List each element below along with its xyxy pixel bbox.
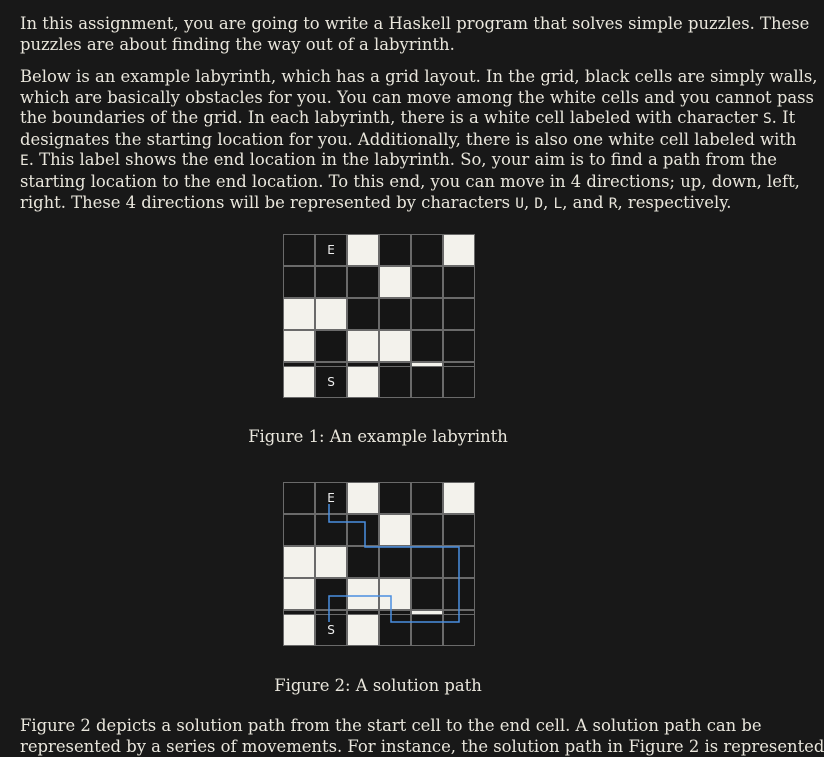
maze-cell xyxy=(315,578,347,610)
closing-paragraph xyxy=(20,716,824,757)
direction-u-code: U xyxy=(515,195,524,212)
maze-cell xyxy=(283,298,315,330)
maze-cell xyxy=(379,366,411,398)
maze-cell xyxy=(411,546,443,578)
maze-cell xyxy=(379,614,411,646)
description-line-6: starting location to the end location. To this end, you can move in 4 directions; up, down, left, xyxy=(20,171,800,191)
start-cell: S xyxy=(315,614,347,646)
end-cell: E xyxy=(315,482,347,514)
description-line-3-end: . It xyxy=(771,108,796,128)
closing-line-2: represented by a series of movements. For instance, the solution path in Figure 2 is represented xyxy=(20,736,824,756)
maze-cell xyxy=(411,482,443,514)
figure-2-caption: Figure 2: A solution path xyxy=(274,676,482,695)
separator-3: , and xyxy=(562,192,609,212)
maze-cell xyxy=(411,234,443,266)
maze-cell xyxy=(347,266,379,298)
description-line-7-end: , respectively. xyxy=(617,192,732,212)
maze-cell xyxy=(347,330,379,362)
intro-paragraph xyxy=(20,14,810,55)
maze-cell xyxy=(347,298,379,330)
maze-cell xyxy=(443,578,475,610)
description-paragraph xyxy=(20,67,818,214)
maze-cell xyxy=(411,298,443,330)
description-line-1: Below is an example labyrinth, which has a grid layout. In the grid, black cells are simply walls, xyxy=(20,67,818,86)
start-cell: S xyxy=(315,366,347,398)
maze-cell xyxy=(283,366,315,398)
maze-cell xyxy=(411,330,443,362)
description-line-7-text: right. These 4 directions will be represented by characters xyxy=(20,192,516,212)
maze-cell xyxy=(379,578,411,610)
maze-cell xyxy=(379,298,411,330)
maze-cell xyxy=(443,482,475,514)
maze-cell xyxy=(347,514,379,546)
maze-cell xyxy=(347,366,379,398)
maze-cell xyxy=(315,514,347,546)
maze-cell xyxy=(283,234,315,266)
maze-cell xyxy=(347,578,379,610)
maze-cell xyxy=(347,614,379,646)
maze-cell xyxy=(443,546,475,578)
intro-line-1: In this assignment, you are going to write a Haskell program that solves simple puzzles. These xyxy=(20,14,810,33)
separator-2: , xyxy=(543,192,554,212)
maze-cell xyxy=(347,482,379,514)
description-line-4: designates the starting location for you. Additionally, there is also one white cell labeled with xyxy=(20,129,797,149)
description-line-3-text: the boundaries of the grid. In each labyrinth, there is a white cell labeled with character xyxy=(20,108,763,128)
direction-d-code: D xyxy=(534,195,544,212)
maze-cell xyxy=(443,614,475,646)
maze-cell xyxy=(411,266,443,298)
maze-cell xyxy=(411,366,443,398)
direction-r-code: R xyxy=(608,195,618,212)
description-line-5 xyxy=(20,150,777,172)
maze-cell xyxy=(283,578,315,610)
maze-cell xyxy=(379,514,411,546)
maze-cell xyxy=(411,578,443,610)
maze-cell xyxy=(443,330,475,362)
separator-1: , xyxy=(523,192,535,212)
maze-cell xyxy=(283,514,315,546)
maze-cell xyxy=(315,330,347,362)
maze-cell xyxy=(315,266,347,298)
maze-cell xyxy=(283,266,315,298)
figure-2-labyrinth-bottom-row xyxy=(283,614,475,646)
maze-cell xyxy=(443,298,475,330)
start-char-code: S xyxy=(762,111,772,128)
figure-1-labyrinth-bottom-row xyxy=(283,366,475,398)
maze-cell xyxy=(379,266,411,298)
maze-cell xyxy=(283,482,315,514)
maze-cell xyxy=(411,614,443,646)
intro-line-2: puzzles are about finding the way out of a labyrinth. xyxy=(20,34,455,54)
maze-cell xyxy=(443,514,475,546)
maze-cell xyxy=(443,266,475,298)
end-char-code: E xyxy=(20,153,29,170)
description-line-5-text: . This label shows the end location in the labyrinth. So, your aim is to find a path from the xyxy=(28,150,777,170)
closing-line-1: Figure 2 depicts a solution path from the start cell to the end cell. A solution path can be xyxy=(20,716,762,735)
maze-cell xyxy=(379,546,411,578)
maze-cell xyxy=(283,546,315,578)
end-cell: E xyxy=(315,234,347,266)
direction-l-code: L xyxy=(553,195,563,212)
description-line-3 xyxy=(20,108,796,130)
maze-cell xyxy=(315,546,347,578)
maze-cell xyxy=(379,482,411,514)
maze-cell xyxy=(443,234,475,266)
maze-cell xyxy=(379,234,411,266)
maze-cell xyxy=(411,514,443,546)
figure-1-caption: Figure 1: An example labyrinth xyxy=(248,427,508,446)
maze-cell xyxy=(443,366,475,398)
description-line-7 xyxy=(20,193,736,215)
description-line-2: which are basically obstacles for you. You can move among the white cells and you cannot pass xyxy=(20,87,814,107)
maze-cell xyxy=(283,614,315,646)
maze-cell xyxy=(347,234,379,266)
maze-cell xyxy=(379,330,411,362)
maze-cell xyxy=(315,298,347,330)
maze-cell xyxy=(347,546,379,578)
maze-cell xyxy=(283,330,315,362)
